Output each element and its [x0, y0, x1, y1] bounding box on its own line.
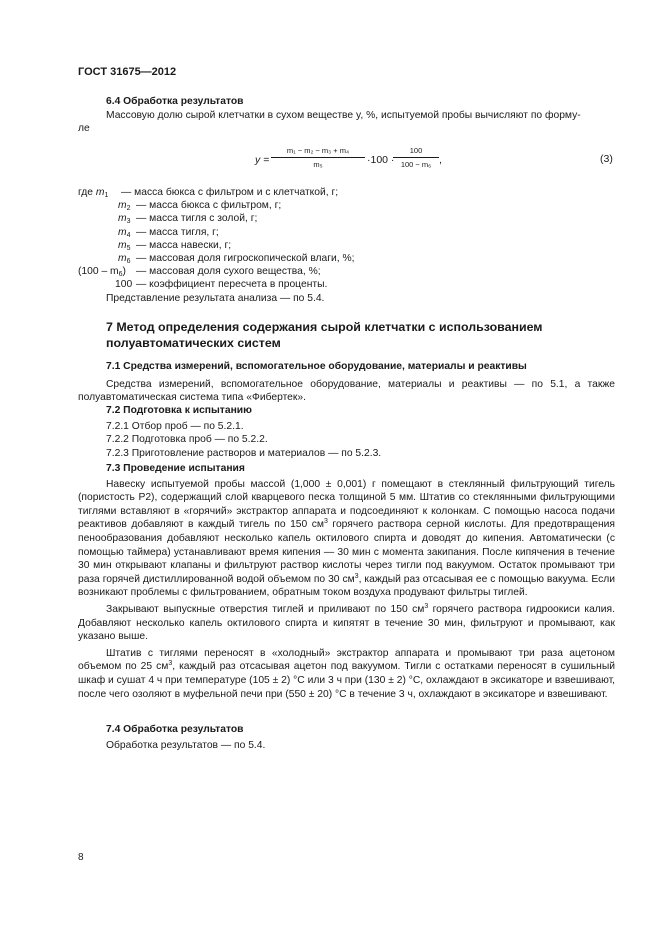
- def-symbol-end: ): [122, 266, 126, 278]
- formula-fraction-2: [393, 146, 439, 169]
- formula-numerator-1: m₁ − m₂ − m₃ + m₄: [271, 146, 365, 158]
- def-symbol: m: [118, 200, 127, 212]
- def-symbol: m: [118, 226, 127, 238]
- def-symbol: 100: [115, 279, 133, 291]
- section-7-3-paragraph-1: Навеску испытуемой пробы массой (1,000 ± 0,001) г помещают в стеклянный фильтрующий тигель (пористость Р2), содержащий слой кварцевого песка толщиной 5 мм. Штатив со стеклянными фильтрующими тиглями вставляют в «горячий» экстрактор аппарата и подсоединяют к колонкам. С помощью насоса подачи реактивов добавляют в каждый тигель по 150 $см^3$ горячего раствора серной кислоты. Для предотвращения пенообразования добавляют несколько капель октилового спирта и доводят до кипения. Автоматически (с помощью таймера) устанавливают время кипения — 30 мин с момента закипания. После кипячения в течение 30 мин открывают клапаны и фильтруют раствор кислоты через тигли под вакуумом. Остаток промывают три раза горячей дистиллированной водой объемом по 30 $см^3$, каждый раз отсасывая ее с помощью вакуума. Если возникают проблемы с фильтрованием, обратным током воздуха продувают фильтры тиглей.: [78, 478, 615, 599]
- section-7-2: [78, 404, 615, 460]
- definition-row: [78, 239, 615, 252]
- formula-multiplier: ·100 ·: [367, 154, 395, 166]
- formula-number: (3): [600, 153, 613, 165]
- formula-end: ,: [439, 154, 442, 166]
- definition-row: [78, 252, 615, 265]
- def-subscript: 4: [126, 231, 131, 239]
- section-7-3-heading: 7.3 Проведение испытания: [106, 463, 245, 474]
- section-7-4-text: Обработка результатов — по 5.4.: [106, 739, 266, 751]
- def-subscript: 2: [126, 205, 131, 213]
- formula-denominator-1: m₅: [313, 160, 323, 169]
- def-subscript: 5: [126, 244, 131, 252]
- definition-row: [78, 186, 615, 199]
- formula-numerator-2: 100: [393, 146, 439, 158]
- section-7-heading-line2: полуавтоматических систем: [106, 336, 281, 350]
- section-7-3-paragraph-2: Закрывают выпускные отверстия тиглей и приливают по 150 $см^3$ горячего раствора гидроокиси калия. Добавляют несколько капель октилового спирта и кипятят в течение 30 мин, фильтруют и промывают, как указано выше.: [78, 602, 615, 643]
- def-text: — масса бюкса с фильтром, г;: [136, 200, 282, 212]
- section-6-4-intro-line1: Массовую долю сырой клетчатки в сухом веществе y, %, испытуемой пробы вычисляют по форму-: [106, 109, 581, 121]
- def-text: — массовая доля сухого вещества, %;: [136, 266, 321, 278]
- formula-denominator-2: 100 − m₆: [400, 160, 432, 169]
- def-subscript: 1: [104, 192, 109, 199]
- def-text: — коэффициент пересчета в проценты.: [136, 279, 328, 291]
- section-6-4-intro-line2: ле: [78, 123, 90, 135]
- def-subscript: 6: [118, 271, 123, 279]
- definition-row: [78, 292, 615, 305]
- section-7-1-heading: 7.1 Средства измерений, вспомогательное оборудование, материалы и реактивы: [106, 361, 527, 372]
- def-symbol: m: [118, 252, 127, 264]
- section-7-3: [78, 462, 615, 701]
- def-text: — масса тигля с золой, г;: [136, 213, 258, 225]
- definition-row: [78, 226, 615, 239]
- section-7-2-item: 7.2.1 Отбор проб — по 5.2.1.: [106, 420, 244, 432]
- formula-lhs: y =: [255, 154, 270, 166]
- section-7-3-paragraph-3: Штатив с тиглями переносят в «холодный» экстрактор аппарата и промывают три раза ацетоном объемом по 25 $см^3$, каждый раз отсасывая ацетон под вакуумом. Тигли с остатками переносят в сушильный шкаф и сушат 4 ч при температуре (105 ± 2) °С или 3 ч при (130 ± 2) °С, охлаждают в эксикаторе и взвешивают, после чего озоляют в муфельной печи при (550 ± 20) °С в течение 3 ч, охлаждают в эксикаторе и взвешивают.: [78, 647, 615, 700]
- section-7-1: [78, 360, 615, 405]
- def-symbol: m: [118, 239, 127, 251]
- document-header: ГОСТ 31675—2012: [78, 66, 177, 78]
- formula-definitions: [78, 186, 615, 305]
- def-text: — масса тигля, г;: [136, 226, 219, 238]
- section-7-4-heading: 7.4 Обработка результатов: [106, 724, 244, 735]
- section-7-4: [78, 723, 615, 752]
- def-text: — масса навески, г;: [136, 239, 232, 251]
- section-7-2-heading: 7.2 Подготовка к испытанию: [106, 405, 252, 416]
- section-7-2-item: 7.2.2 Подготовка проб — по 5.2.2.: [106, 434, 268, 446]
- section-6-4: [78, 95, 615, 136]
- section-7-2-item: 7.2.3 Приготовление растворов и материалов — по 5.2.3.: [106, 447, 382, 459]
- page-number: 8: [78, 852, 84, 863]
- definition-row: [78, 212, 615, 225]
- definition-row: [78, 199, 615, 212]
- definition-row: [78, 265, 615, 278]
- section-7-1-text: Средства измерений, вспомогательное оборудование, материалы и реактивы — по 5.1, а также полуавтоматическая система типа «Фибертек».: [78, 378, 615, 404]
- where-prefix: где: [78, 187, 94, 198]
- section-6-4-heading: 6.4 Обработка результатов: [106, 96, 244, 107]
- section-7-heading: [78, 319, 615, 351]
- result-reference: Представление результата анализа — по 5.4.: [106, 292, 325, 304]
- definition-row: [78, 278, 615, 291]
- def-text: — массовая доля гигроскопической влаги, %;: [136, 252, 355, 264]
- formula-fraction-1: [271, 146, 365, 169]
- def-text: — масса бюкса с фильтром и с клетчаткой, г;: [121, 187, 339, 198]
- formula-3: [255, 146, 625, 180]
- def-symbol: (100 – m: [78, 266, 119, 278]
- def-subscript: 6: [126, 257, 131, 265]
- def-symbol: m: [118, 213, 127, 225]
- def-subscript: 3: [126, 218, 131, 226]
- section-7-heading-line1: 7 Метод определения содержания сырой клетчатки с использованием: [106, 320, 543, 334]
- def-symbol: m: [95, 187, 105, 198]
